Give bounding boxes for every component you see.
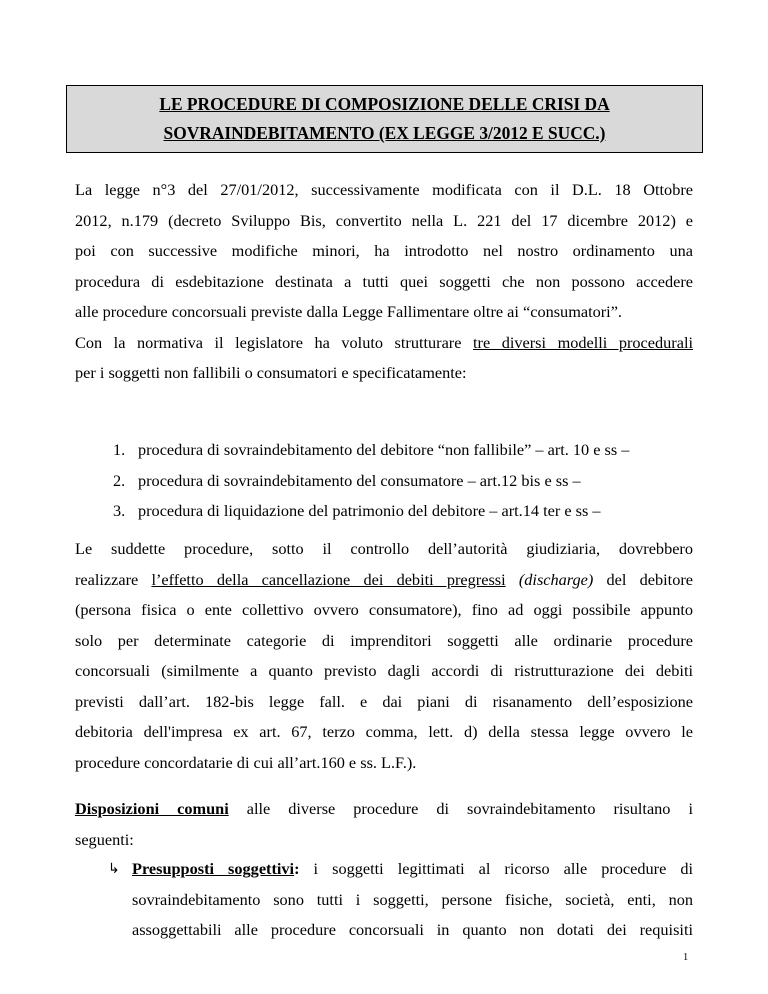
underlined-phrase: l’effetto della cancellazione dei debiti pregressi bbox=[151, 569, 506, 589]
list-number: 3. bbox=[113, 501, 126, 520]
common-provisions bbox=[75, 794, 693, 855]
bullet-line: assoggettabili alle procedure concorsuali in quanto non dotati dei requisiti bbox=[132, 920, 693, 939]
intro-text: Con la normativa il legislatore ha voluto strutturare bbox=[75, 332, 462, 352]
bullet-line: sovraindebitamento sono tutti i soggetti, persone fisiche, società, enti, non bbox=[132, 889, 693, 909]
body-line: concorsuali (similmente a quanto previsto dagli accordi di ristrutturazione dei debiti bbox=[75, 661, 693, 680]
intro-line: per i soggetti non fallibili o consumatori e specificatamente: bbox=[75, 363, 467, 382]
body-text: del debitore bbox=[606, 569, 693, 589]
title-line-2: SOVRAINDEBITAMENTO (EX LEGGE 3/2012 E SUCC.) bbox=[163, 123, 606, 143]
body-text: realizzare bbox=[75, 569, 139, 589]
intro-line: poi con successive modifiche minori, ha introdotto nel nostro ordinamento una bbox=[75, 241, 693, 260]
bold-heading: Presupposti soggettivi bbox=[132, 859, 295, 878]
procedure-list bbox=[113, 435, 703, 527]
list-item bbox=[113, 466, 703, 497]
list-text: procedura di sovraindebitamento del debitore “non fallibile” – art. 10 e ss – bbox=[138, 440, 630, 459]
common-text: alle diverse procedure di sovraindebitamento risultano i bbox=[246, 799, 693, 818]
bold-colon: : bbox=[294, 859, 300, 878]
intro-line: La legge n°3 del 27/01/2012, successivamente modificata con il D.L. 18 Ottobre bbox=[75, 180, 693, 199]
list-text: procedura di sovraindebitamento del consumatore – art.12 bis e ss – bbox=[138, 470, 581, 490]
body-line: previsti dall’art. 182-bis legge fall. e dai piani di risanamento dell’esposizione bbox=[75, 691, 693, 711]
intro-line: 2012, n.179 (decreto Sviluppo Bis, convertito nella L. 221 del 17 dicembre 2012) e bbox=[75, 210, 693, 230]
bullet-item bbox=[108, 854, 693, 946]
bold-heading: Disposizioni comuni bbox=[75, 799, 229, 818]
arrow-icon: ↳ bbox=[108, 861, 120, 877]
body-line: (persona fisica o ente collettivo ovvero consumatore), fino ad oggi possibile appunto bbox=[75, 600, 693, 619]
bullet-text: i soggetti legittimati al ricorso alle procedure di bbox=[313, 859, 693, 878]
page-number: 1 bbox=[683, 952, 689, 963]
body-line: debitoria dell'impresa ex art. 67, terzo comma, lett. d) della stessa legge ovvero le bbox=[75, 722, 693, 741]
body-paragraph bbox=[75, 534, 693, 778]
intro-line bbox=[75, 328, 693, 359]
list-number: 1. bbox=[113, 440, 126, 459]
body-line: solo per determinate categorie di imprenditori soggetti alle ordinarie procedure bbox=[75, 630, 693, 650]
common-line: seguenti: bbox=[75, 829, 134, 849]
italic-term: (discharge) bbox=[518, 569, 594, 589]
bullet-line bbox=[108, 854, 693, 885]
list-text: procedura di liquidazione del patrimonio del debitore – art.14 ter e ss – bbox=[138, 501, 601, 520]
title-line-1: LE PROCEDURE DI COMPOSIZIONE DELLE CRISI DA bbox=[159, 94, 610, 114]
intro-line: procedura di esdebitazione destinata a tutti quei soggetti che non possono accedere bbox=[75, 271, 693, 291]
body-line: Le suddette procedure, sotto il controllo dell’autorità giudiziaria, dovrebbero bbox=[75, 539, 693, 558]
intro-line: alle procedure concorsuali previste dalla Legge Fallimentare oltre ai “consumatori”. bbox=[75, 302, 622, 321]
list-item bbox=[113, 435, 703, 466]
underlined-phrase: tre diversi modelli procedurali bbox=[473, 332, 693, 352]
intro-paragraph bbox=[75, 175, 693, 389]
common-line bbox=[75, 794, 693, 825]
list-number: 2. bbox=[113, 470, 126, 490]
body-line bbox=[75, 565, 693, 596]
title-box bbox=[66, 85, 703, 153]
list-item bbox=[113, 496, 703, 527]
body-line: procedure concordatarie di cui all’art.160 e ss. L.F.). bbox=[75, 752, 417, 772]
